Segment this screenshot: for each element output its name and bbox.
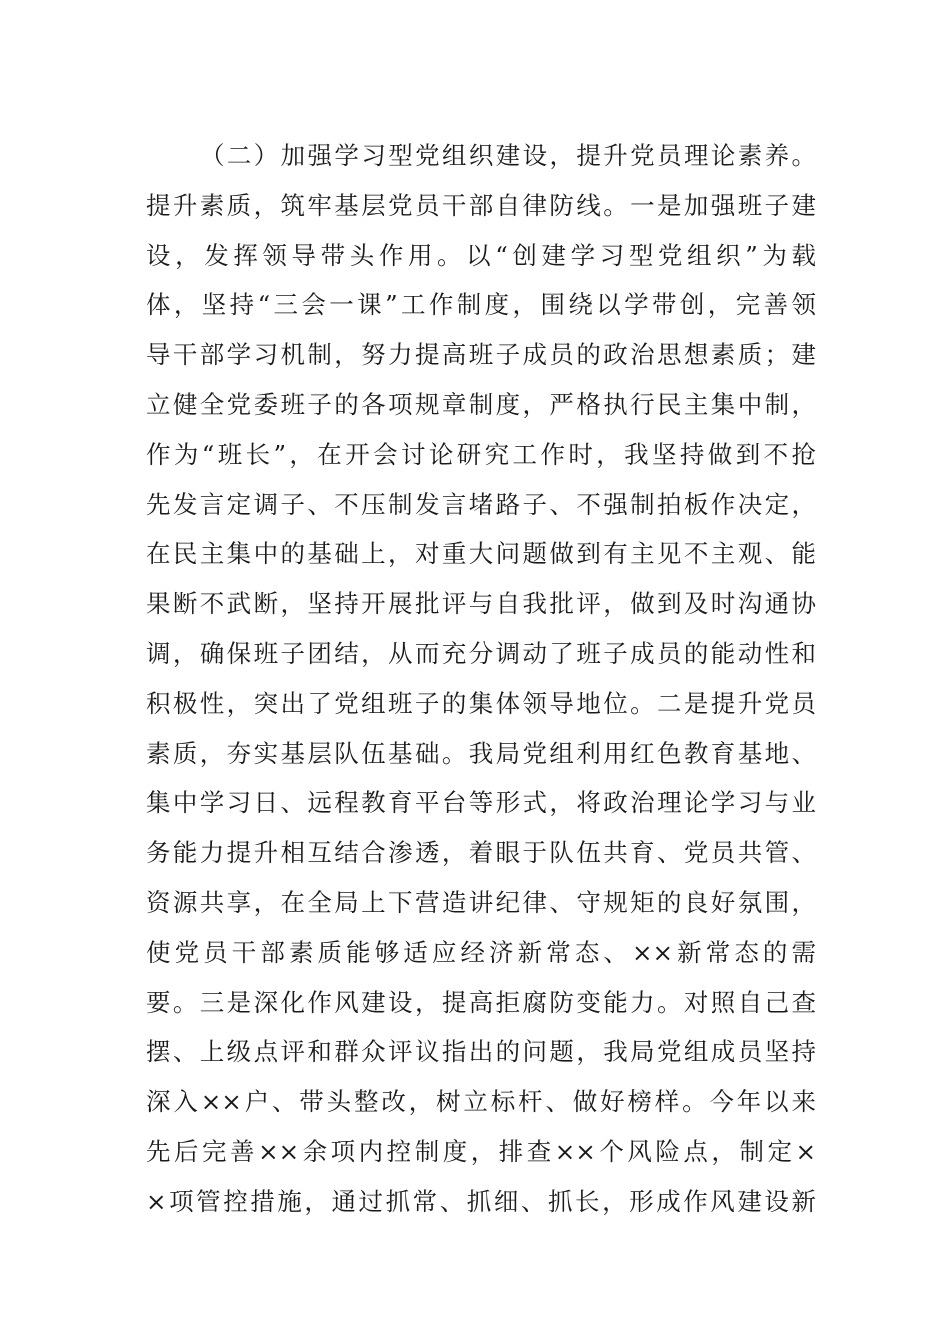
text-line: 作为“班长”，在开会讨论研究工作时，我坚持做到不抢 bbox=[146, 439, 816, 469]
text-line: 调，确保班子团结，从而充分调动了班子成员的能动性和 bbox=[146, 638, 816, 668]
text-line: 集中学习日、远程教育平台等形式，将政治理论学习与业 bbox=[146, 788, 816, 818]
text-line: ×项管控措施，通过抓常、抓细、抓长，形成作风建设新 bbox=[146, 1186, 816, 1216]
text-line: 摆、上级点评和群众评议指出的问题，我局党组成员坚持 bbox=[146, 1037, 816, 1067]
text-line: 要。三是深化作风建设，提高拒腐防变能力。对照自己查 bbox=[146, 987, 816, 1017]
text-line: 设，发挥领导带头作用。以“创建学习型党组织”为载 bbox=[146, 240, 816, 270]
text-line: 导干部学习机制，努力提高班子成员的政治思想素质；建 bbox=[146, 340, 816, 370]
text-line: 果断不武断，坚持开展批评与自我批评，做到及时沟通协 bbox=[146, 589, 816, 619]
text-line: 在民主集中的基础上，对重大问题做到有主见不主观、能 bbox=[146, 539, 816, 569]
text-line: 提升素质，筑牢基层党员干部自律防线。一是加强班子建 bbox=[146, 190, 816, 220]
text-line: 使党员干部素质能够适应经济新常态、××新常态的需 bbox=[146, 937, 816, 967]
text-line: 积极性，突出了党组班子的集体领导地位。二是提升党员 bbox=[146, 688, 816, 718]
text-line: 素质，夯实基层队伍基础。我局党组利用红色教育基地、 bbox=[146, 738, 816, 768]
text-line: 先发言定调子、不压制发言堵路子、不强制拍板作决定， bbox=[146, 489, 816, 519]
text-line: 深入××户、带头整改，树立标杆、做好榜样。今年以来 bbox=[146, 1087, 816, 1117]
text-line: 立健全党委班子的各项规章制度，严格执行民主集中制， bbox=[146, 389, 816, 419]
text-line: 务能力提升相互结合渗透，着眼于队伍共育、党员共管、 bbox=[146, 838, 816, 868]
document-body bbox=[146, 131, 816, 1227]
text-line: 体，坚持“三会一课”工作制度，围绕以学带创，完善领 bbox=[146, 290, 816, 320]
text-line: 先后完善××余项内控制度，排查××个风险点，制定× bbox=[146, 1136, 816, 1166]
text-line: 资源共享，在全局上下营造讲纪律、守规矩的良好氛围， bbox=[146, 887, 816, 917]
paragraph-heading-line: （二）加强学习型党组织建设，提升党员理论素养。 bbox=[200, 141, 816, 170]
